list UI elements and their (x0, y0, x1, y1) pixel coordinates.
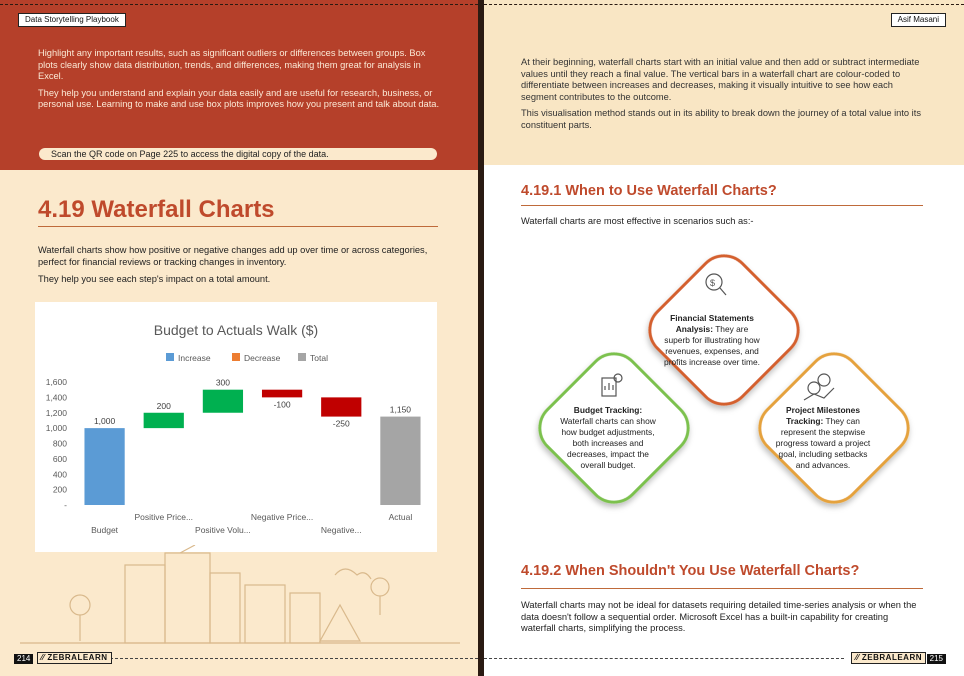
author-tag: Asif Masani (891, 13, 946, 27)
legend-label-decrease: Decrease (244, 353, 281, 363)
left-bottom-dashes (60, 658, 478, 659)
book-title-tag: Data Storytelling Playbook (18, 13, 126, 27)
bar-data-label: 200 (156, 400, 171, 411)
body-paragraph-1: Waterfall charts show how positive or negative changes add up over time or across categories, perfect for financial reviews or tracking changes in inventory. (38, 245, 428, 267)
waterfall-chart (35, 302, 437, 552)
bar-data-label: 1,000 (93, 416, 116, 427)
zebra-icon: ⁄⁄ (41, 653, 48, 662)
waterfall-bar (84, 428, 124, 505)
legend-swatch-decrease (232, 353, 240, 361)
chart-title: Budget to Actuals Walk ($) (153, 322, 319, 338)
waterfall-bar (262, 390, 302, 398)
city-illustration (20, 545, 460, 645)
svg-text:$: $ (710, 278, 716, 288)
intro-paragraph-2: They help you understand and explain your data easily and are useful for research, business, or personal use. Learning to make and use box plots improves how you present and talk about data. (38, 87, 440, 109)
card-financial-title: Financial Statements Analysis: (670, 313, 754, 334)
brand-logo-left (37, 652, 112, 664)
page-number-right: 215 (927, 654, 946, 664)
card-milestones-body: They can represent the stepwise progress toward a project goal, including setbacks and advances. (775, 416, 871, 470)
section2-title: 4.19.2 When Shouldn't You Use Waterfall Charts? (521, 563, 860, 579)
y-tick-label: 200 (52, 484, 67, 495)
card-budget (558, 405, 658, 471)
bar-data-label: 300 (215, 377, 231, 388)
waterfall-bar (203, 390, 243, 413)
legend-swatch-increase (166, 353, 174, 361)
card-financial-body: They are superb for illustrating how revenues, expenses, and profits increase over time. (664, 324, 760, 367)
y-tick-label: 800 (52, 438, 67, 449)
section-title: 4.19 Waterfall Charts (38, 196, 275, 223)
waterfall-bar (321, 397, 361, 416)
section1-title: 4.19.1 When to Use Waterfall Charts? (521, 183, 777, 199)
section1-lead: Waterfall charts are most effective in scenarios such as:- (521, 216, 754, 226)
category-label: Positive Volu... (195, 525, 251, 535)
y-tick-label: 400 (52, 469, 67, 480)
right-intro (521, 57, 925, 131)
y-tick-label: 600 (52, 453, 67, 464)
y-tick-label: 1,600 (45, 377, 67, 387)
y-tick-label: 1,000 (45, 423, 67, 434)
waterfall-bar (144, 413, 184, 428)
left-page (0, 0, 480, 676)
brand-text-right: ZEBRALEARN (861, 653, 922, 662)
card-budget-title: Budget Tracking: (573, 405, 643, 415)
legend-label-total: Total (310, 353, 328, 363)
section2-rule (521, 588, 923, 589)
right-intro-paragraph-1: At their beginning, waterfall charts start with an initial value and then add or subtract intermediate values until they reach a final value. The vertical bars in a waterfall chart are colour-coded to differentiate between increases and decreases, making it visually intuitive to see how each segment contributes to the outcome. (521, 57, 920, 102)
right-bottom-dashes (484, 658, 844, 659)
waterfall-chart-svg (35, 302, 437, 552)
right-intro-paragraph-2: This visualisation method stands out in its ability to break down the journey of a total value into its constituent parts. (521, 108, 921, 130)
card-milestones (774, 405, 872, 471)
category-label: Budget (91, 525, 119, 535)
category-label: Positive Price... (134, 512, 194, 522)
page-number-left: 214 (14, 654, 33, 664)
right-top-dashes (484, 4, 964, 5)
waterfall-bar (380, 417, 420, 505)
brand-text-left: ZEBRALEARN (47, 653, 108, 662)
section-rule (38, 226, 438, 227)
y-tick-label: 1,400 (45, 392, 67, 403)
intro-paragraph-1: Highlight any important results, such as significant outliers or differences between groups. Box plots clearly show data distribution, trends, and differences, making them great for analysis in Excel. (38, 48, 426, 81)
bar-data-label: 1,150 (389, 404, 412, 415)
brand-logo-right (851, 652, 926, 664)
legend-swatch-total (298, 353, 306, 361)
card-milestones-title: Project Milestones Tracking: (785, 405, 860, 426)
section1-rule (521, 205, 923, 206)
left-body (38, 245, 442, 286)
bar-data-label: -250 (332, 418, 350, 429)
scenario-cards (514, 240, 924, 540)
legend-label-increase: Increase (178, 353, 211, 363)
bar-data-label: -100 (273, 399, 291, 410)
y-tick-label: 1,200 (45, 407, 67, 418)
qr-note: Scan the QR code on Page 225 to access the digital copy of the data. (39, 148, 437, 160)
category-label: Negative Price... (250, 512, 314, 522)
body-paragraph-2: They help you see each step's impact on a total amount. (38, 274, 271, 284)
y-tick-label: - (64, 500, 67, 510)
category-label: Negative... (320, 525, 362, 535)
zebra-icon-right: ⁄⁄ (855, 653, 862, 662)
section2-body: Waterfall charts may not be ideal for datasets requiring detailed time-series analysis or when the data doesn't follow a sequential order. Microsoft Excel has a built-in capability for creating waterfall charts, simplifying the process. (521, 600, 917, 633)
card-financial (662, 313, 762, 368)
category-label: Actual (388, 512, 413, 522)
card-budget-body: Waterfall charts can show how budget adjustments, both increases and decreases, impact the overall budget. (560, 416, 656, 470)
right-page (484, 0, 964, 676)
left-intro (38, 48, 440, 111)
left-top-dashes (0, 4, 478, 5)
